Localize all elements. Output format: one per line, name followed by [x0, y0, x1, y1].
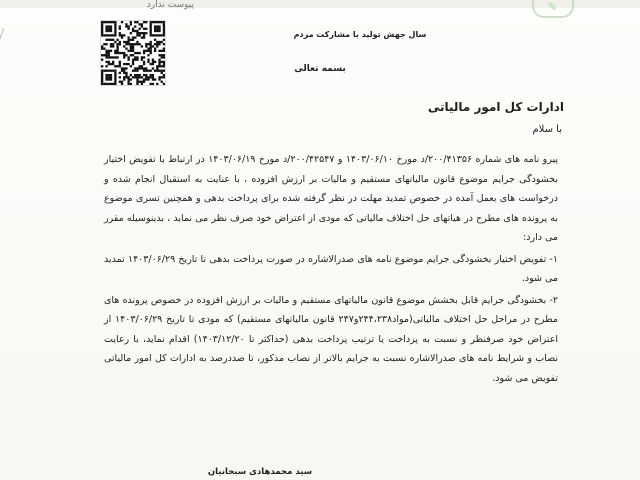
- qr-code-icon: [101, 21, 165, 85]
- body-paragraph-item-2: ۲- بخشودگی جرایم قابل بخشش موضوع قانون مالیاتهای مستقیم و مالیات بر ارزش افزوده در خصوص پرونده های مطرح در مراحل حل اختلاف مالیاتی(مواد۲۴۴،۲۳۸و۲۴۷ قانون مالیاتهای مستقیم) که مودی تا تاریخ ۱۴۰۳/۰۶/۲۹ از اعتراض خود صرفنظر و نسبت به پرداخت یا ترتیب پرداخت بدهی (حداکثر تا ۱۴۰۳/۱۲/۲۰) اقدام نماید، با رعایت نصاب و شرایط نامه های صدرالاشاره نسبت به جرایم بالاتر از نصاب مذکور، تا صددرصد به ادارات کل امور مالیاتی تفویض می شود.: [104, 294, 559, 384]
- letter-recipient: ادارات کل امور مالیاتی: [427, 100, 564, 114]
- signer-name: سید محمدهادی سبحانیان: [207, 467, 313, 477]
- letter-greeting: با سلام: [532, 124, 562, 135]
- letter-body: [104, 150, 558, 388]
- attachment-note: پیوست ندارد: [146, 0, 194, 10]
- body-paragraph-item-1: ۱- تفویض اختیار بخشودگی جرایم موضوع نامه های صدرالاشاره در صورت پرداخت بدهی تا تاریخ ۱۴۰۳/۰۶/۲۹ تمدید می شود.: [104, 253, 558, 284]
- qr-code: [100, 20, 166, 86]
- pen-mark: [0, 28, 18, 46]
- body-paragraph-intro: پیرو نامه های شماره ۲۰۰/۴۱۳۵۶/د مورخ ۱۴۰۳/۰۶/۱۰ و ۲۰۰/۴۲۵۴۷/د مورخ ۱۴۰۳/۰۶/۱۹ در ارتباط با تفویض اختیار بخشودگی جرایم موضوع قانون مالیاتهای مستقیم و مالیات بر ارزش افزوده ، با عنایت به استقبال انجام شده و درخواست های بعمل آمده در خصوص تمدید مهلت در نظر گرفته شده برای پرداخت بدهی و همچنین تسری موضوع به پرونده های مطرح در هیاتهای حل اختلاف مالیاتی که مودی از اعتراض خود صرف نظر می نماید ، بدینوسیله مقرر می دارد:: [104, 154, 558, 243]
- bismillah: بسمه تعالی: [294, 64, 346, 74]
- year-slogan: سال جهش تولید با مشارکت مردم: [293, 30, 427, 39]
